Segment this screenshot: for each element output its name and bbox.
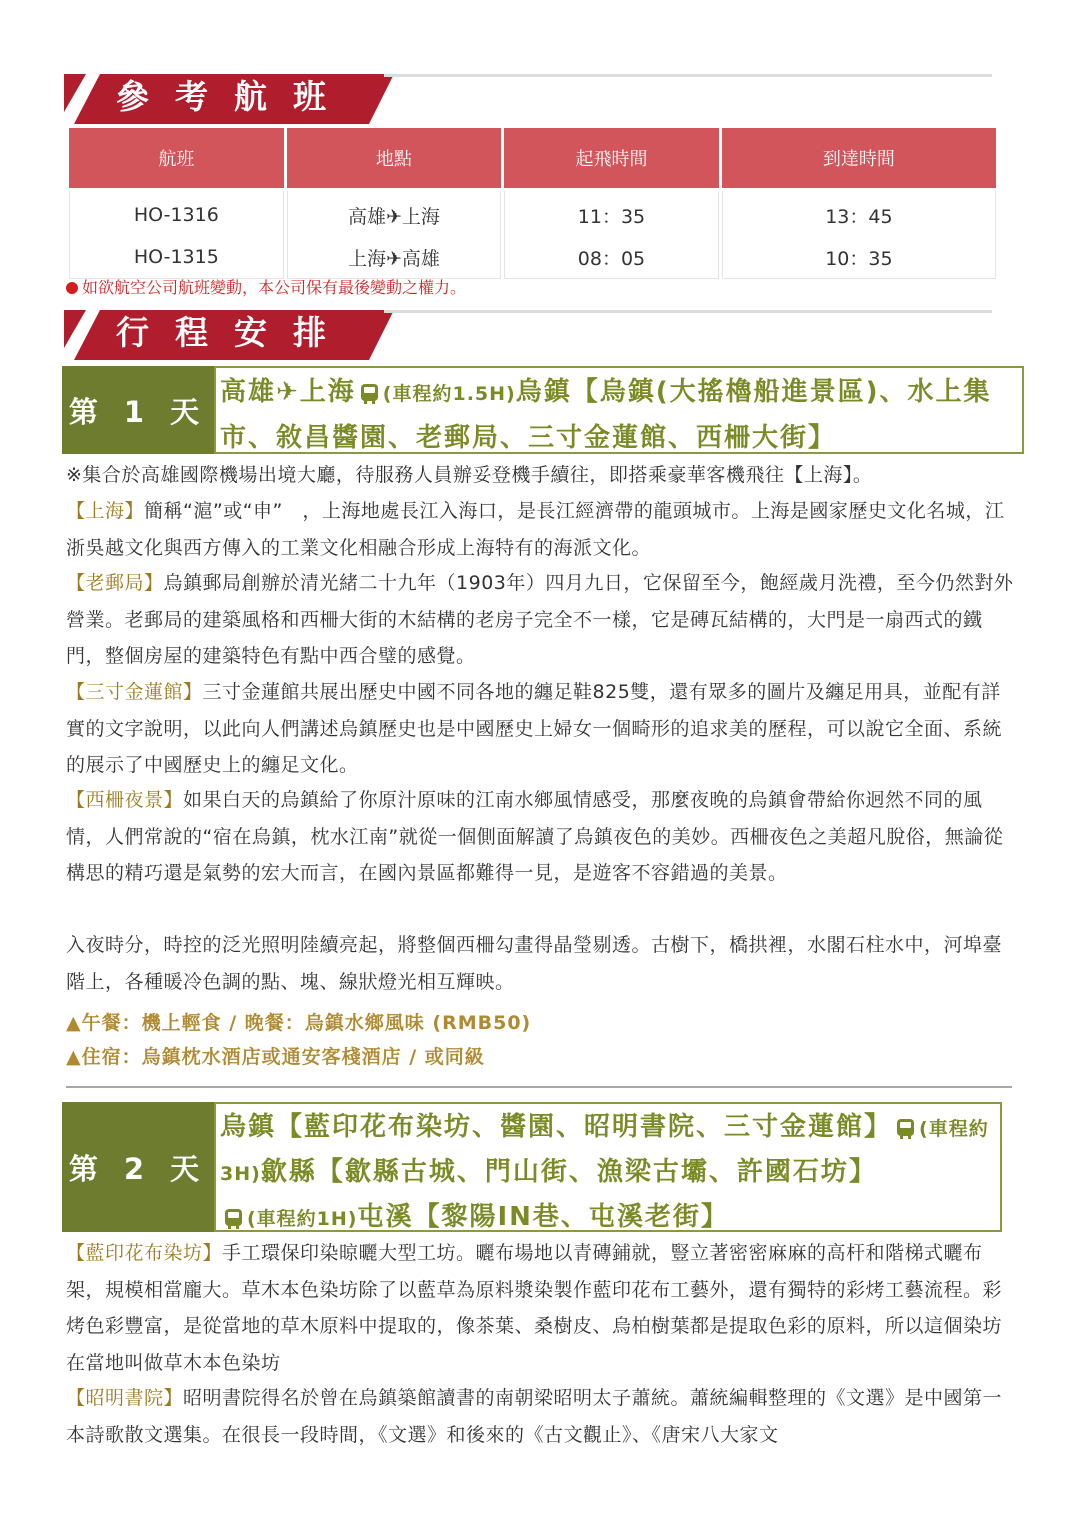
drive-time: (車程約1.5H) [382, 383, 516, 405]
paragraph-text: 烏鎮郵局創辦於清光緒二十九年（1903年）四月九日，它保留至今，飽經歲月洗禮，至今仍然對外營業。老郵局的建築風格和西柵大街的木結構的老房子完全不一樣，它是磚瓦結構的，大門是一扇西式的鐵門，整個房屋的建築特色有點中西合璧的感覺。 [66, 572, 1014, 667]
section-title: 參考航班 [116, 77, 352, 116]
paragraph-text: ※集合於高雄國際機場出境大廳，待服務人員辦妥登機手續往，即搭乘豪華客機飛往【上海】。 [66, 464, 873, 486]
paragraph [66, 565, 1016, 675]
table-cell: 高雄✈上海 [287, 191, 501, 236]
flight-note [66, 275, 466, 298]
day-label: 第 1 天 [62, 366, 214, 454]
flights-banner [64, 72, 992, 124]
col-header: 到達時間 [722, 128, 996, 191]
table-row [69, 236, 996, 279]
paragraph-text: 簡稱“滬”或“申” ，上海地處長江入海口，是長江經濟帶的龍頭城市。上海是國家歷史文化名城，江浙吳越文化與西方傳入的工業文化相融合形成上海特有的海派文化。 [66, 500, 1005, 559]
paragraph-text: 如果白天的烏鎮給了你原汁原味的江南水鄉風情感受，那麼夜晚的烏鎮會帶給你迥然不同的風情，人們常說的“宿在烏鎮，枕水江南”就從一個側面解讀了烏鎮夜色的美妙。西柵夜色之美超凡脫俗，無論從構思的精巧還是氣勢的宏大而言，在國內景區都難得一見，是遊客不容錯過的美景。 [66, 789, 1004, 884]
divider [66, 1086, 1012, 1088]
bus-icon [897, 1119, 914, 1136]
hotel-info: ▲住宿：烏鎮枕水酒店或通安客棧酒店 / 或同級 [66, 1046, 485, 1068]
keyword: 【老郵局】 [66, 572, 164, 594]
bullet-icon [66, 282, 78, 294]
day-label: 第 2 天 [62, 1102, 214, 1232]
table-cell: 上海✈高雄 [287, 236, 501, 279]
route-text: 歙縣【歙縣古城、門山街、漁梁古壩、許國石坊】 [260, 1157, 877, 1187]
keyword: 【昭明書院】 [66, 1387, 184, 1409]
route-text: 烏鎮【烏鎮(大搖櫓船進景區)、水上集市、敘昌醬園、老郵局、三寸金蓮館、西柵大街】 [220, 377, 992, 453]
drive-time: (車程約3H) [220, 1118, 989, 1185]
paragraph-text: 昭明書院得名於曾在烏鎮築館讀書的南朝梁昭明太子蕭統。蕭統編輯整理的《文選》是中國第一本詩歌散文選集。在很長一段時間，《文選》和後來的《古文觀止》、《唐宋八大家文 [66, 1387, 1003, 1446]
table-cell: 13：45 [722, 191, 996, 236]
col-header: 地點 [287, 128, 501, 191]
bus-icon [225, 1209, 242, 1226]
keyword: 【上海】 [66, 500, 145, 522]
paragraph [66, 493, 1016, 566]
keyword: 【三寸金蓮館】 [66, 681, 203, 703]
col-header: 起飛時間 [504, 128, 719, 191]
col-header: 航班 [69, 128, 284, 191]
paragraph [66, 1235, 1006, 1381]
drive-time: (車程約1H) [247, 1208, 358, 1230]
table-cell: 10：35 [722, 236, 996, 279]
table-row [69, 191, 996, 236]
table-cell: HO-1315 [69, 236, 284, 279]
paragraph-text: 三寸金蓮館共展出歷史中國不同各地的纏足鞋825雙，還有眾多的圖片及纏足用具，並配有詳實的文字說明，以此向人們講述烏鎮歷史也是中國歷史上婦女一個畸形的追求美的歷程，可以說它全面、系統的展示了中國歷史上的纏足文化。 [66, 681, 1003, 776]
table-cell: 11：35 [504, 191, 719, 236]
itinerary-banner [64, 308, 992, 360]
table-cell: HO-1316 [69, 191, 284, 236]
paragraph-text: 入夜時分，時控的泛光照明陸續亮起，將整個西柵勾畫得晶瑩剔透。古樹下，橋拱裡，水閣石柱水中，河埠臺階上，各種暖冷色調的點、塊、線狀燈光相互輝映。 [66, 934, 1003, 993]
note-text: 如欲航空公司航班變動，本公司保有最後變動之權力。 [82, 278, 467, 297]
paragraph [66, 1380, 1006, 1453]
day-route [214, 1102, 1002, 1232]
day2-header [62, 1102, 1024, 1232]
route-text: 屯溪【黎陽IN巷、屯溪老街】 [357, 1202, 729, 1232]
section-title: 行程安排 [116, 313, 352, 352]
flights-table [66, 128, 999, 279]
banner-rule [384, 74, 992, 77]
table-cell: 08：05 [504, 236, 719, 279]
route-text: 高雄✈上海 [220, 377, 356, 407]
route-text: 烏鎮【藍印花布染坊、醬園、昭明書院、三寸金蓮館】 [220, 1112, 893, 1142]
paragraph [66, 782, 1006, 892]
paragraph-text: 手工環保印染晾曬大型工坊。曬布場地以青磚鋪就，豎立著密密麻麻的高杆和階梯式曬布架，規模相當龐大。草木本色染坊除了以藍草為原料漿染製作藍印花布工藝外，還有獨特的彩烤工藝流程。彩烤色彩豐富，是從當地的草木原料中提取的，像茶葉、桑樹皮、烏柏樹葉都是提取色彩的原料，所以這個染坊在當地叫做草木本色染坊 [66, 1242, 1003, 1374]
paragraph [66, 674, 1016, 784]
keyword: 【藍印花布染坊】 [66, 1242, 223, 1264]
keyword: 【西柵夜景】 [66, 789, 184, 811]
paragraph [66, 927, 1006, 1000]
banner-rule [384, 310, 992, 313]
paragraph [66, 457, 1016, 494]
meal-info: ▲午餐：機上輕食 / 晚餐：烏鎮水鄉風味 (RMB50) [66, 1012, 532, 1034]
bus-icon [361, 384, 378, 401]
day-route [214, 366, 1024, 454]
day1-header [62, 366, 1024, 454]
